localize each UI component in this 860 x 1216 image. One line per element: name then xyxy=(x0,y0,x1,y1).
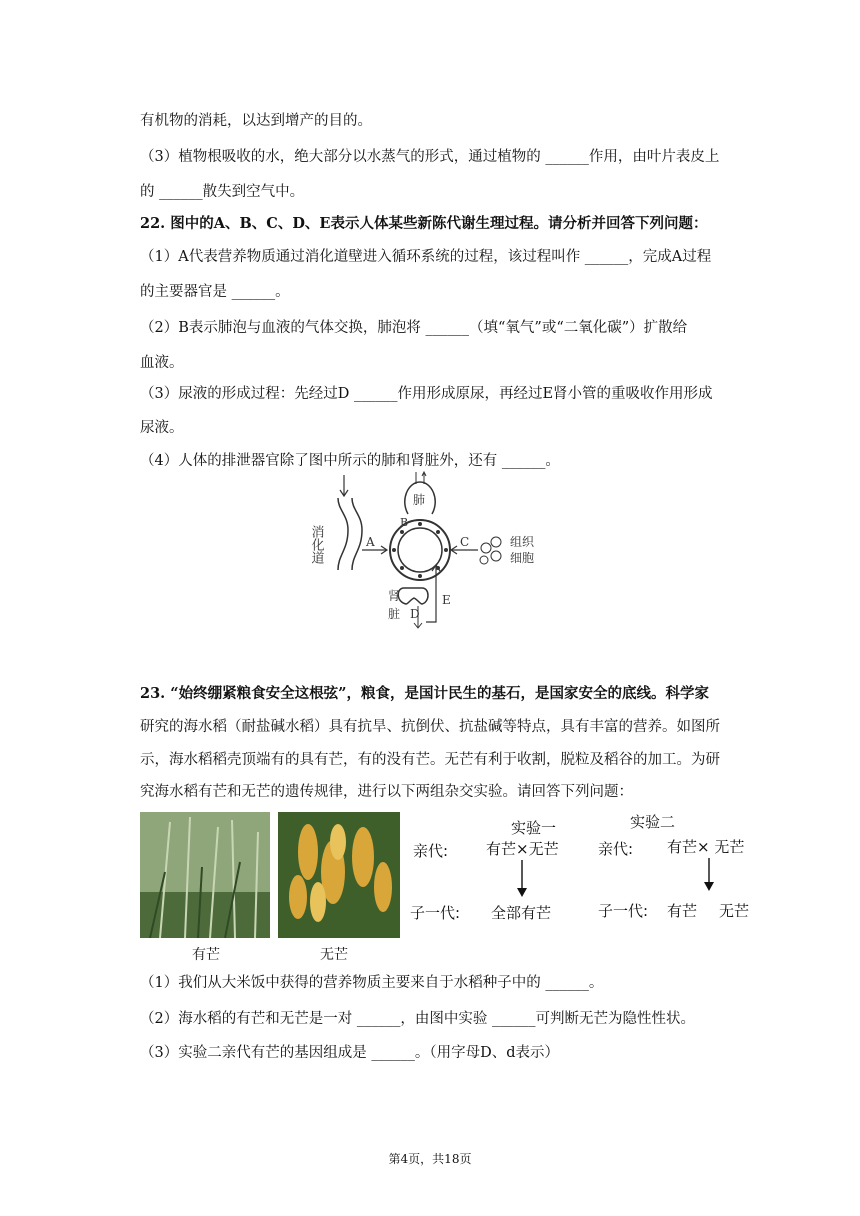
experiment-1-offspring: 全部有芒 xyxy=(491,904,552,922)
experiment-2-title: 实验二 xyxy=(630,813,676,831)
text-line: 研究的海水稻（耐盐碱水稻）具有抗旱、抗倒伏、抗盐碱等特点，具有丰富的营养。如图所 xyxy=(140,719,720,735)
label-b: B xyxy=(400,516,409,529)
text-line: （1）我们从大米饭中获得的营养物质主要来自于水稻种子中的 ______。 xyxy=(140,975,604,991)
text-line: 示，海水稻稻壳顶端有的具有芒，有的没有芒。无芒有利于收割，脱粒及稻谷的加工。为研 xyxy=(140,752,720,768)
text-line: （3）尿液的形成过程：先经过D ______作用形成原尿，再经过E肾小管的重吸收作用形成 xyxy=(140,386,713,402)
lung-label: 肺 xyxy=(413,493,426,507)
text-line: 的主要器官是 ______。 xyxy=(140,284,290,300)
question-23-heading: 23. “始终绷紧粮食安全这根弦”，粮食，是国计民生的基石，是国家安全的底线。科学家 xyxy=(140,685,709,702)
awnless-rice-photo xyxy=(278,812,400,938)
experiment-2-offspring-awnless: 无芒 xyxy=(719,902,750,920)
text-line: （2）B表示肺泡与血液的气体交换，肺泡将 ______（填“氧气”或“二氧化碳”）扩散给 xyxy=(140,320,688,336)
parent-label-exp1: 亲代: xyxy=(413,842,449,860)
metabolism-diagram xyxy=(300,470,540,635)
circulation-ring xyxy=(390,520,450,580)
offspring-label-exp1: 子一代: xyxy=(410,904,461,922)
page-footer: 第4页，共18页 xyxy=(388,1152,472,1166)
text-line: 究海水稻有芒和无芒的遗传规律，进行以下两组杂交实验。请回答下列问题： xyxy=(140,784,633,800)
text-line: （3）植物根吸收的水，绝大部分以水蒸气的形式，通过植物的 ______作用，由叶片表皮上 xyxy=(140,149,720,165)
parent-label-exp2: 亲代: xyxy=(598,840,634,858)
experiment-2-offspring-awned: 有芒 xyxy=(667,902,698,920)
text-line: 有机物的消耗，以达到增产的目的。 xyxy=(140,113,372,129)
experiment-2-arrow xyxy=(703,858,715,892)
kidney-label-1: 肾 xyxy=(388,589,401,603)
question-22-heading: 22. 图中的A、B、C、D、E表示人体某些新陈代谢生理过程。请分析并回答下列问题： xyxy=(140,215,708,232)
label-c: C xyxy=(460,535,470,549)
awnless-caption: 无芒 xyxy=(320,947,348,963)
tissue-cells-label-2: 细胞 xyxy=(510,551,535,565)
label-d: D xyxy=(410,607,420,621)
text-line: （3）实验二亲代有芒的基因组成是 ______。（用字母D、d表示） xyxy=(140,1045,559,1061)
label-e: E xyxy=(442,593,451,607)
experiment-2-parents: 有芒× 无芒 xyxy=(667,838,745,856)
text-line: （1）A代表营养物质通过消化道壁进入循环系统的过程，该过程叫作 ______，完成A过程 xyxy=(140,249,712,265)
digestive-tract-shape xyxy=(338,498,348,570)
experiment-1-title: 实验一 xyxy=(511,819,557,837)
digestive-tract-label: 消化道 xyxy=(308,525,324,564)
awned-caption: 有芒 xyxy=(192,947,220,963)
text-line: 血液。 xyxy=(140,355,184,371)
offspring-label-exp2: 子一代: xyxy=(598,902,649,920)
text-line: （2）海水稻的有芒和无芒是一对 ______，由图中实验 ______可判断无芒为隐性性状。 xyxy=(140,1011,695,1027)
tissue-cells-label-1: 组织 xyxy=(510,535,535,549)
kidney-shape xyxy=(398,588,428,604)
experiment-1-parents: 有芒×无芒 xyxy=(486,840,559,858)
text-line: 的 ______散失到空气中。 xyxy=(140,184,305,200)
experiment-1-arrow xyxy=(516,860,528,898)
kidney-label-2: 脏 xyxy=(388,607,401,621)
text-line: （4）人体的排泄器官除了图中所示的肺和肾脏外，还有 ______。 xyxy=(140,453,560,469)
label-a: A xyxy=(366,535,375,549)
text-line: 尿液。 xyxy=(140,420,184,436)
tissue-cells xyxy=(480,537,501,564)
awned-rice-photo xyxy=(140,812,270,938)
